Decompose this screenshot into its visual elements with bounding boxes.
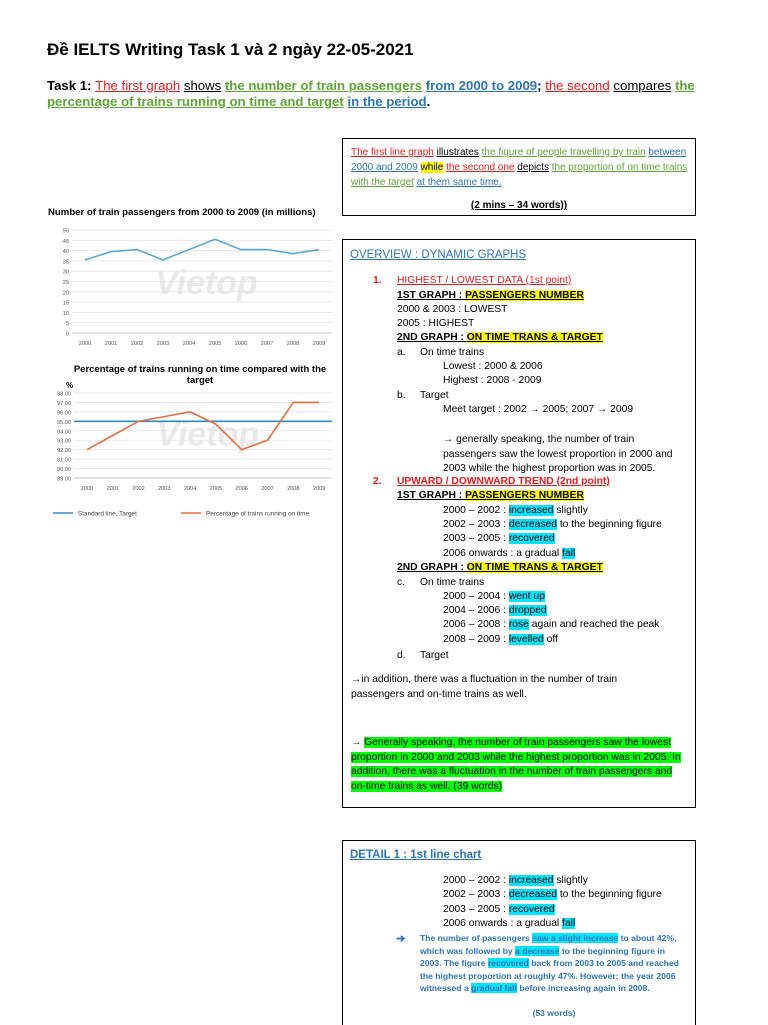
chart1-title: Number of train passengers from 2000 to 2009 (in millions) [48,207,316,218]
ontime4 [443,634,558,645]
intro-part: the second one [446,162,515,173]
detail-trend2 [443,889,662,900]
intro-part: The first line graph [351,147,434,158]
chart2-title: Percentage of trains running on time compared with the target [73,364,327,386]
ontime4-verb: levelled [508,634,544,645]
intro-part: at them same time. [416,177,502,188]
y-tick-label: 35 [62,259,69,266]
a-l1: Lowest : 2000 & 2006 [443,361,543,372]
task-part: compares [613,78,672,93]
overview-heading: OVERVIEW : DYNAMIC GRAPHS [350,249,527,261]
trend1-range: 2000 – 2002 : [443,505,509,516]
x-tick-label: 2009 [312,341,326,347]
y-tick-label: 97.00 [57,400,71,407]
y-tick-label: 89.00 [57,476,71,483]
y-tick-label: 40 [62,249,69,256]
detail-part: to the beginning figure in 2003. The figure [420,945,665,969]
detail-trend3-range: 2003 – 2005 : [443,904,509,915]
g1b-label: 1ST GRAPH : [397,490,466,501]
g1-l1: 2000 & 2003 : LOWEST [397,304,508,315]
detail-part: before increasing again in 2008. [516,983,650,994]
detail-part: gradual fall [471,983,517,994]
x-tick-label: 2000 [78,341,92,347]
y-tick-label: 25 [62,280,69,286]
task-part: from 2000 to 2009 [425,78,538,93]
g1b-line [397,490,584,501]
x-tick-label: 2002 [132,486,145,492]
detail-box [342,840,696,1025]
ontime2 [443,605,547,616]
a-l2: Highest : 2008 - 2009 [443,375,542,386]
g1-l2: 2005 : HIGHEST [397,318,475,329]
watermark: Vietop [155,263,258,302]
summary-text: Generally speaking, the number of train passengers saw the lowest proportion in 2000 and 2003 while the highest proportion was in 2005. In addition, there was a fluctuation in the number of train passengers and on-time trains as well. (39 words) [351,737,681,792]
c-label: c. [397,577,406,588]
x-tick-label: 2004 [183,486,197,492]
trend2-rest: to the beginning figure [556,519,662,530]
detail-trend3-verb: recovered [508,904,555,915]
detail-trend4-verb: fall [562,918,576,929]
x-tick-label: 2003 [156,341,170,347]
x-tick-label: 2005 [208,341,222,347]
x-tick-label: 2003 [158,486,171,492]
detail-trend2-rest: to the beginning figure [556,889,662,900]
task-part: shows [183,78,222,93]
arrow-bullet-icon: ➔ [396,933,406,945]
x-tick-label: 2002 [130,341,144,347]
task-part: the number of train passengers [224,78,423,93]
trend1 [443,505,588,516]
ontime3-range: 2006 – 2008 : [443,619,509,630]
b-label: b. [397,390,406,401]
task-part: in the period [347,94,427,109]
s1-title: HIGHEST / LOWEST DATA (1st point) [397,275,572,286]
detail-trend2-verb: decreased [508,889,557,900]
y-tick-label: 95.00 [57,419,71,426]
intro-part: while [420,162,444,173]
detail-part: saw a slight increase [532,933,619,943]
y-tick-label: 93.00 [57,438,71,445]
legend-label: Percentage of trains running on time [206,510,310,518]
g2b-highlight: ON TIME TRANS & TARGET [466,562,603,573]
y-tick-label: 15 [62,300,69,307]
y-tick-label: 20 [62,290,69,297]
intro-text [351,145,691,190]
trend4-verb: fall [562,548,576,559]
x-tick-label: 2005 [209,486,223,492]
x-tick-label: 2007 [260,341,274,347]
s1-num: 1. [373,275,382,286]
chart2-ontime [48,385,340,525]
legend-label: Standard line, Target [78,510,137,518]
ontime1-verb: went up [508,591,545,602]
y-tick-label: 30 [62,269,69,276]
trend2-range: 2002 – 2003 : [443,519,509,530]
detail-heading: DETAIL 1 : 1st line chart [350,849,482,861]
overview-summary [351,736,689,794]
watermark: Vietop [156,415,260,454]
chart2-ylabel: % [66,381,74,390]
intro-part: illustrates [436,147,479,158]
g1b-highlight: PASSENGERS NUMBER [465,490,584,501]
trend2-verb: decreased [508,519,557,530]
g2-highlight: ON TIME TRANS & TARGET [466,332,603,343]
intro-box [342,138,696,216]
trend3-verb: recovered [508,533,555,544]
x-tick-label: 2006 [234,341,248,347]
detail-word-count: (53 words) [532,1008,576,1018]
y-tick-label: 92.00 [57,448,71,455]
task-part: the second [545,78,610,93]
intro-part: the figure of people travelling by train [481,147,646,158]
c-text: On time trains [420,577,485,588]
x-tick-label: 2001 [106,486,119,492]
trend4 [443,548,575,559]
detail-trend1-rest: slightly [553,875,588,886]
task-part: ; [537,78,546,93]
chart1-passengers [48,220,340,350]
trend1-verb: increased [508,505,554,516]
detail-paragraph [420,932,688,995]
intro-part: the proportion of on time trains with the target [351,162,688,188]
trend4-range: 2006 onwards : a gradual [443,548,563,559]
x-tick-label: 2001 [104,341,118,347]
g2b-label: 2ND GRAPH : [397,562,467,573]
y-tick-label: 50 [62,228,69,235]
ontime4-rest: off [543,634,558,645]
arrow-note: → generally speaking, the number of train passengers saw the lowest proportion in 2000 and 2003 while the highest proportion was in 2005. [443,434,673,474]
y-tick-label: 0 [65,331,69,338]
ontime3-verb: rose [508,619,529,630]
b-text: Target [420,390,449,401]
ontime1-range: 2000 – 2004 : [443,591,509,602]
d-text: Target [420,650,449,661]
detail-trend4 [443,918,575,929]
a-text: On time trains [420,347,485,358]
x-tick-label: 2000 [80,486,94,492]
trend1-rest: slightly [553,505,588,516]
g1-label: 1ST GRAPH : [397,290,466,301]
g1-line [397,290,584,301]
ontime2-verb: dropped [508,605,547,616]
detail-trend4-range: 2006 onwards : a gradual [443,918,563,929]
overview-box [342,239,696,808]
trend2 [443,519,662,530]
y-tick-label: 96.00 [57,410,71,417]
detail-trend2-range: 2002 – 2003 : [443,889,509,900]
x-tick-label: 2004 [182,341,196,347]
trend3 [443,533,555,544]
s2-num: 2. [373,476,382,487]
y-tick-label: 98.00 [57,391,71,398]
ontime3 [443,619,659,630]
d-label: d. [397,650,406,661]
detail-part: to about 42%, which was followed by [420,933,677,956]
detail-trend1 [443,875,588,886]
task-part: . [426,94,431,109]
detail-part: back from 2003 to 2005 and reached the highest proportion at roughly 47%. However; the year 2006 witnessed a [420,958,679,994]
task-statement [47,78,737,110]
x-tick-label: 2008 [286,341,300,347]
ontime2-range: 2004 – 2006 : [443,605,509,616]
y-tick-label: 94.00 [57,429,71,436]
intro-part: between 2000 and 2009 [351,147,687,173]
x-tick-label: 2007 [261,486,274,492]
g2b-line [397,562,603,573]
addition-note: →in addition, there was a fluctuation in the number of train passengers and on-time trains as well. [351,674,618,700]
g1-highlight: PASSENGERS NUMBER [465,290,584,301]
x-tick-label: 2008 [287,486,300,492]
g2-line [397,332,603,343]
task-text [47,78,695,109]
y-tick-label: 45 [62,238,69,245]
y-tick-label: 90.00 [57,467,71,474]
s2-title: UPWARD / DOWNWARD TREND (2nd point) [397,476,610,487]
detail-part: The number of passengers [420,933,533,943]
x-tick-label: 2006 [235,486,248,492]
detail-part: a decrease [515,945,560,956]
trend3-range: 2003 – 2005 : [443,533,509,544]
y-tick-label: 5 [65,321,69,328]
b-l1: Meet target : 2002 → 2005; 2007 → 2009 [443,404,634,415]
task-label: Task 1: [47,78,92,93]
ontime3-rest: again and reached the peak [528,619,660,630]
detail-trend1-range: 2000 – 2002 : [443,875,509,886]
detail-trend1-verb: increased [508,875,554,886]
intro-part: depicts [517,162,549,173]
y-tick-label: 10 [62,310,69,317]
ontime4-range: 2008 – 2009 : [443,634,509,645]
document-title: Đề IELTS Writing Task 1 và 2 ngày 22-05-2021 [47,40,414,59]
summary-arrow: → [351,737,365,748]
detail-part: recovered [487,958,529,969]
g2-label: 2ND GRAPH : [397,332,467,343]
task-part: The first graph [95,78,181,93]
ontime1 [443,591,545,602]
task-part: the percentage of trains running on time and target [47,78,695,109]
intro-footer: (2 mins – 34 words)) [470,200,568,211]
a-label: a. [397,347,406,358]
y-tick-label: 91.00 [57,457,71,464]
series-line-1 [85,239,319,260]
x-tick-label: 2009 [312,486,326,492]
detail-trend3 [443,904,555,915]
